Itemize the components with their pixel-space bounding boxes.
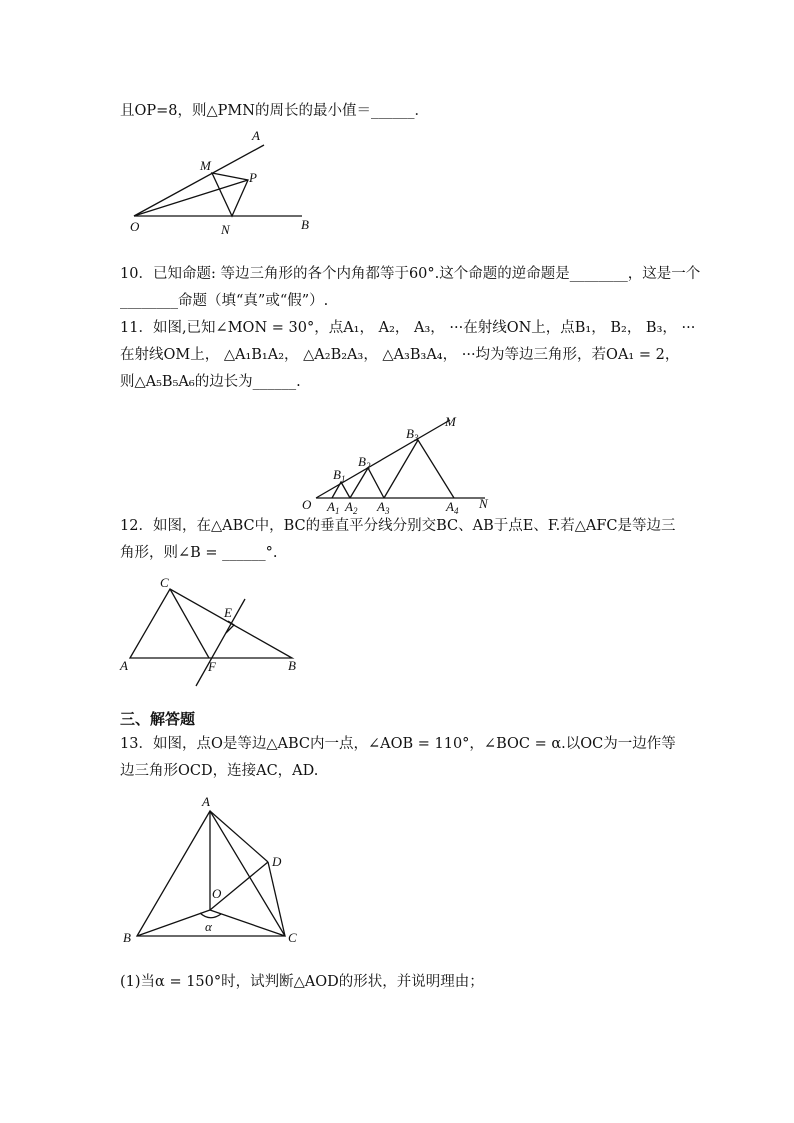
q10-line2: ________命题（填“真”或“假”）. [120, 293, 329, 309]
q13-line1: 13．如图，点O是等边△ABC内一点，∠AOB = 110°，∠BOC = α.以OC为一边作等 [120, 736, 676, 752]
label-b1: $B_1$ [333, 467, 346, 484]
label-m: M [200, 158, 211, 173]
label-o: O [212, 886, 222, 901]
label-b: B [123, 930, 131, 945]
label-p: P [249, 170, 257, 185]
angle-arc-alpha [200, 913, 221, 918]
label-a: A [120, 658, 128, 673]
q11-line3: 则△A₅B₅A₆的边长为______. [120, 374, 301, 390]
label-e: E [224, 605, 232, 620]
q13-sub1: (1)当α = 150°时，试判断△AOD的形状，并说明理由； [120, 974, 484, 990]
segment-dc [268, 862, 285, 936]
label-b3: $B_3$ [406, 426, 419, 443]
label-n: N [221, 222, 230, 237]
label-a1: $A_1$ [327, 499, 340, 516]
label-a4: $A_4$ [446, 499, 459, 516]
label-b2: $B_2$ [358, 454, 371, 471]
q12-line2: 角形，则∠B = ______°. [120, 545, 278, 561]
segment-oc [210, 910, 285, 936]
q9-text: 且OP=8，则△PMN的周长的最小值＝______． [120, 103, 429, 119]
q11-line1: 11．如图,已知∠MON = 30°，点A₁， A₂， A₃， ···在射线ON上，点B₁， B₂， B₃， ··· [120, 320, 696, 336]
label-f: F [208, 659, 216, 674]
q12-line1: 12．如图，在△ABC中，BC的垂直平分线分别交BC、AB于点E、F.若△AFC是等边三 [120, 518, 676, 534]
label-b: B [288, 658, 296, 673]
label-a: A [202, 794, 210, 809]
label-c: C [288, 930, 297, 945]
label-a: A [252, 128, 260, 143]
label-o: O [130, 219, 140, 234]
section-heading: 三、解答题 [120, 710, 196, 728]
label-a3: $A_3$ [377, 499, 390, 516]
label-b: B [301, 217, 309, 232]
q11-line2: 在射线OM上， △A₁B₁A₂， △A₂B₂A₃， △A₃B₃A₄， ···均为等边三角形，若OA₁ = 2， [120, 347, 680, 363]
q10-line1: 10．已知命题: 等边三角形的各个内角都等于60°.这个命题的逆命题是________，这是一个 [120, 266, 701, 282]
label-m: M [445, 414, 456, 429]
label-d: D [272, 854, 282, 869]
segment-ad [210, 811, 268, 862]
label-c: C [160, 575, 169, 590]
q13-line2: 边三角形OCD，连接AC，AD. [120, 763, 319, 779]
label-n: N [479, 496, 488, 511]
label-alpha: α [205, 919, 212, 934]
label-a2: $A_2$ [345, 499, 358, 516]
label-o: O [302, 497, 312, 512]
segment-ob [137, 910, 210, 936]
